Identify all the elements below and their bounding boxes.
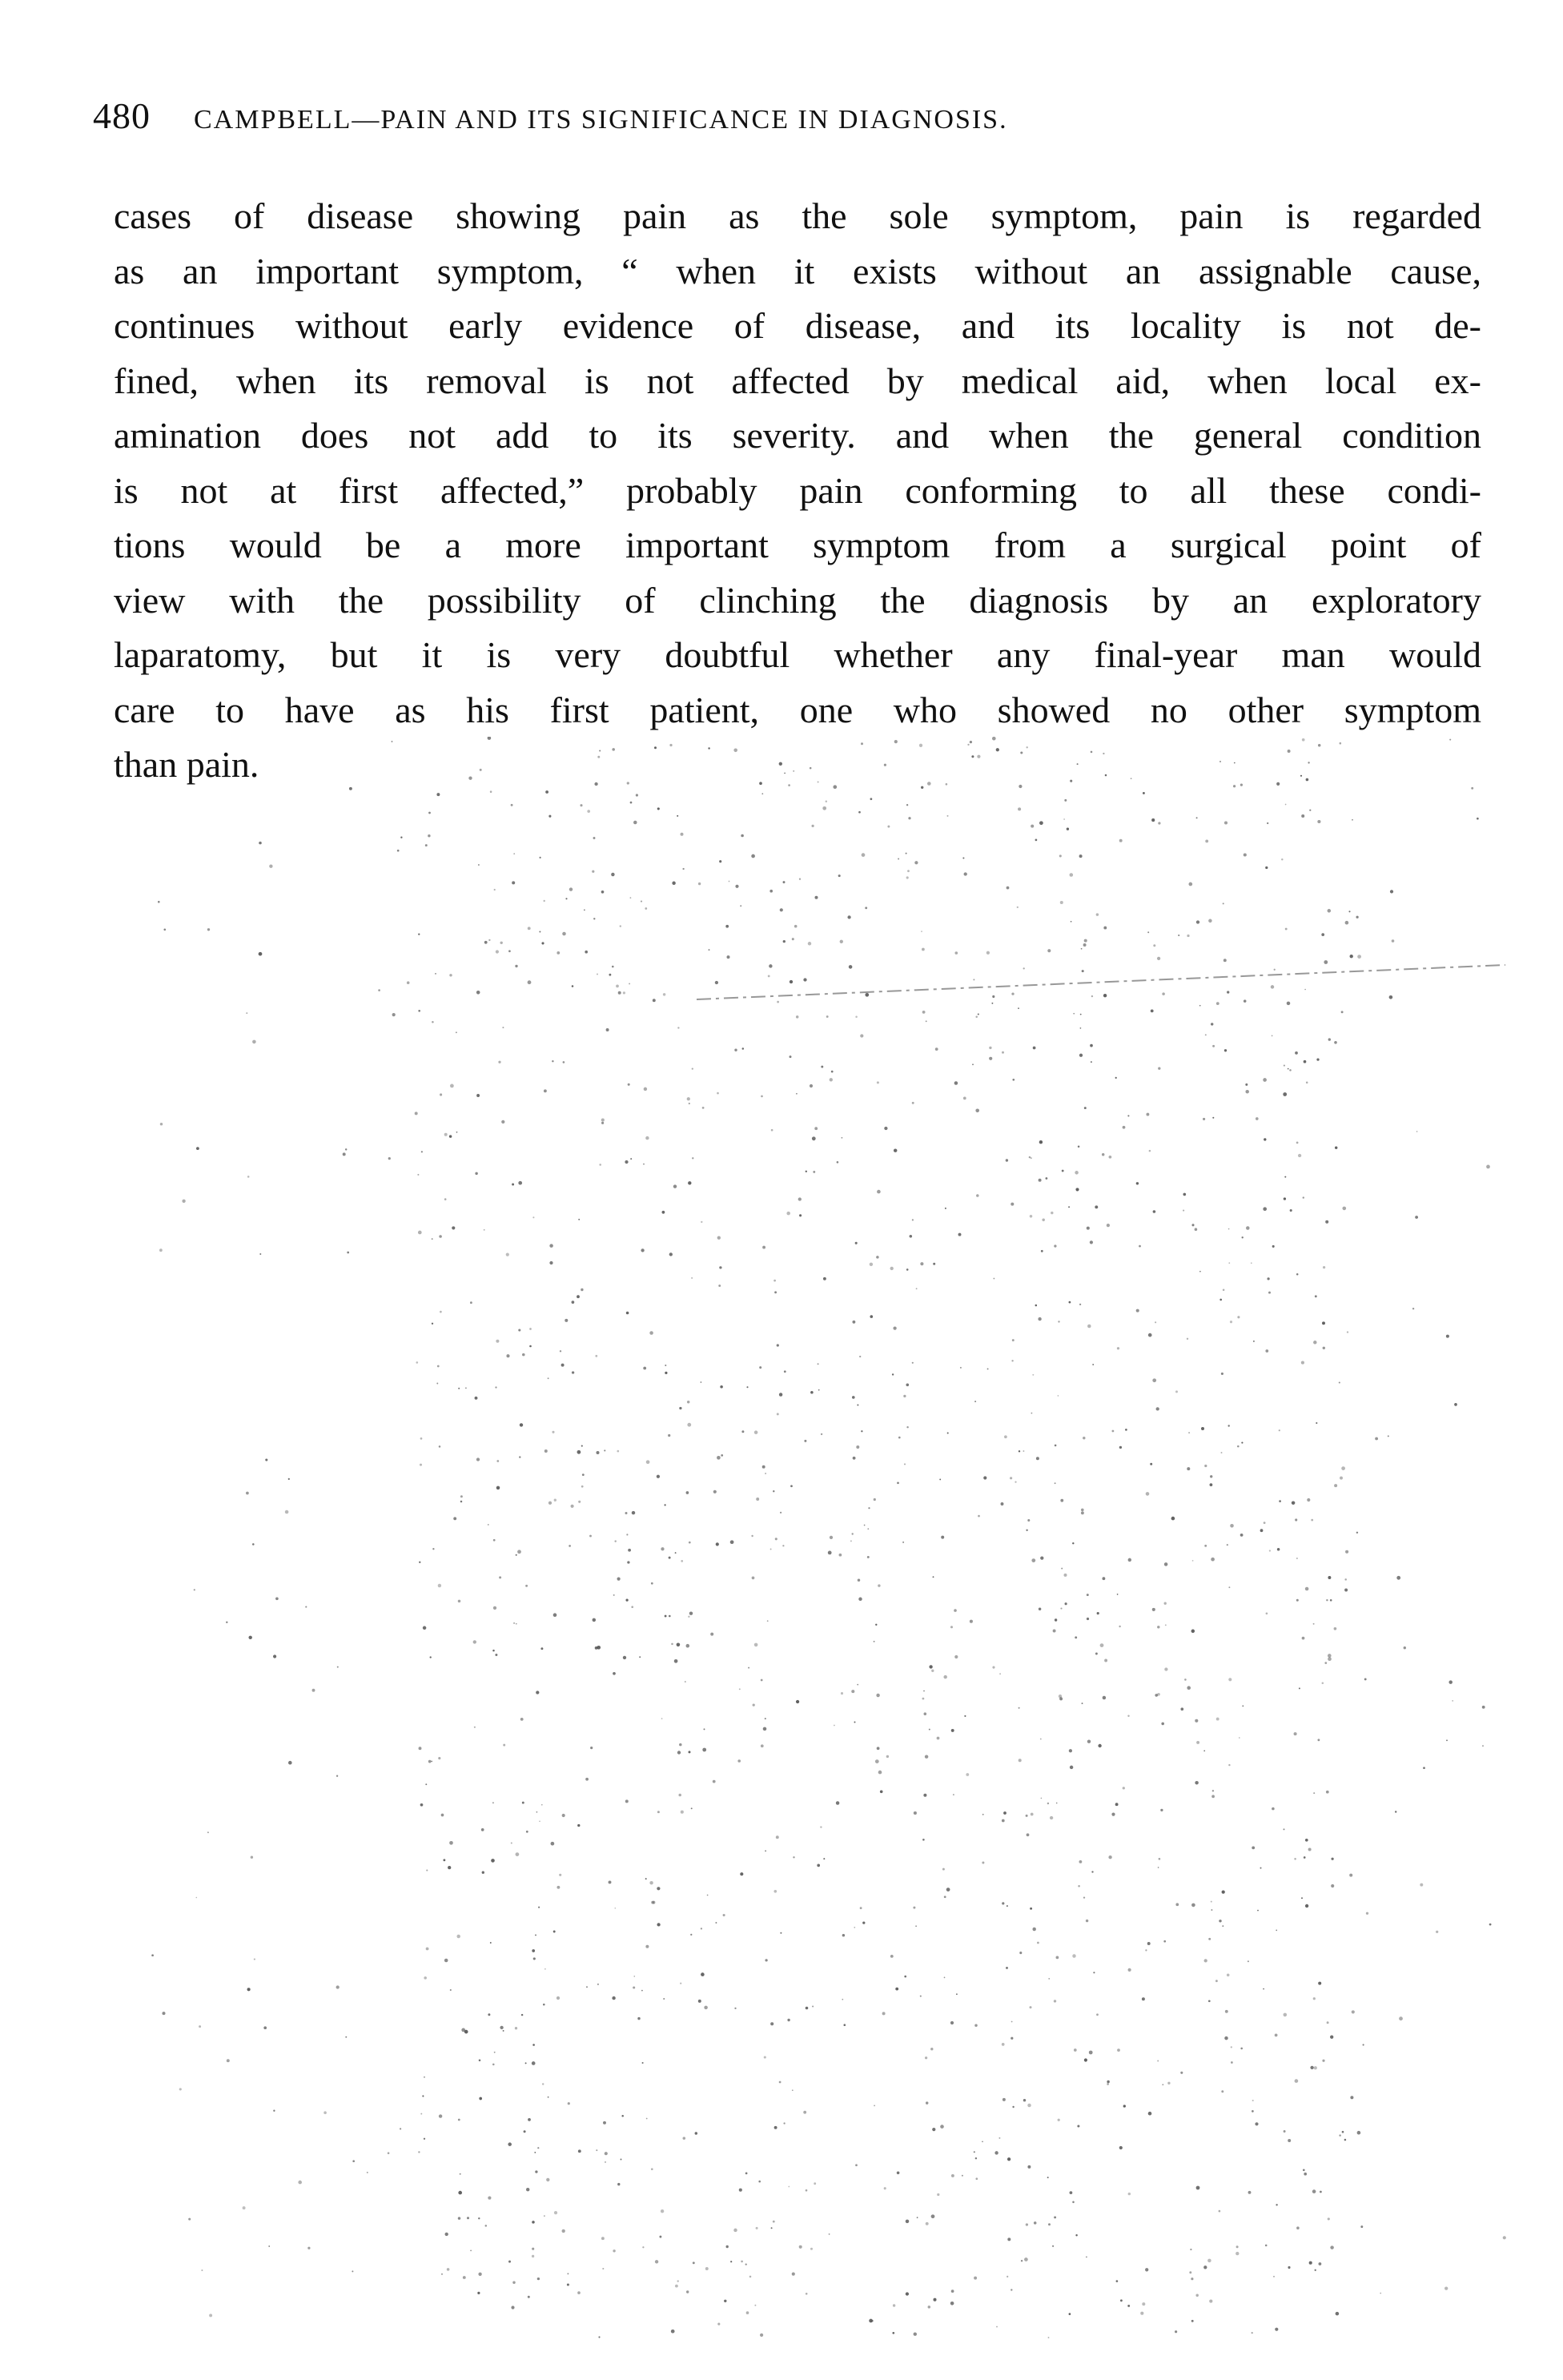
text-line: is not at first affected,” probably pain conforming to all these condi-: [114, 469, 1481, 511]
text-line: fined, when its removal is not affected by medical aid, when local ex-: [114, 360, 1481, 401]
text-line: continues without early evidence of disease, and its locality is not de-: [114, 305, 1481, 346]
text-line: tions would be a more important symptom from a surgical point of: [114, 525, 1481, 565]
text-line: than pain.: [114, 744, 259, 785]
running-title: CAMPBELL—PAIN AND ITS SIGNIFICANCE IN DIAGNOSIS.: [194, 105, 1008, 135]
text-line: care to have as his first patient, one who showed no other symptom: [114, 689, 1481, 730]
text-line: view with the possibility of clinching the diagnosis by an exploratory: [114, 579, 1481, 621]
text-line: amination does not add to its severity. and when the general condition: [114, 415, 1481, 456]
scan-speckle-noise: [0, 737, 1563, 2380]
running-head: [93, 94, 1342, 143]
text-line: cases of disease showing pain as the sole symptom, pain is regarded: [114, 195, 1481, 236]
text-line: as an important symptom, “ when it exists without an assignable cause,: [114, 250, 1481, 291]
body-paragraph: [114, 189, 1481, 793]
page-number: 480: [93, 95, 151, 136]
text-line: laparatomy, but it is very doubtful whether any final-year man would: [114, 634, 1481, 675]
